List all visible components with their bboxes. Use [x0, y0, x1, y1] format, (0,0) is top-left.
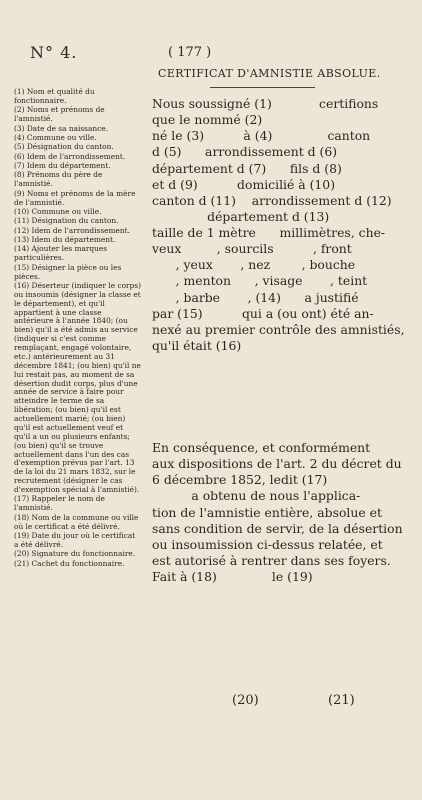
footnote: (15) Désigner la pièce ou les pièces. [14, 262, 122, 281]
paragraph-gap [152, 354, 420, 440]
form-line: est autorisé à rentrer dans ses foyers. [152, 552, 391, 568]
form-line: par (15) qui a (ou ont) été an- [152, 305, 374, 321]
form-line: tion de l'amnistie entière, absolue et [152, 504, 382, 520]
form-line: et d (9) domicilié à (10) [152, 176, 336, 192]
document-title: CERTIFICAT D'AMNISTIE ABSOLUE. [158, 67, 381, 80]
form-line: 6 décembre 1852, ledit (17) [152, 472, 328, 488]
form-line: d (5) arrondissement d (6) [152, 144, 338, 160]
footnote: (3) Date de sa naissance. [14, 123, 108, 133]
footnote: (9) Noms et prénoms de la mère de l'amnistié. [14, 188, 136, 207]
page-number: ( 177 ) [168, 45, 212, 60]
form-line: , menton , visage , teint [152, 273, 368, 289]
footnote: (20) Signature du fonctionnaire. [14, 549, 136, 559]
form-line: aux dispositions de l'art. 2 du décret du [152, 456, 402, 472]
footnote: (8) Prénoms du père de l'amnistié. [14, 170, 103, 189]
conclusion-paragraph [152, 440, 420, 585]
footnote: (7) Idem du département. [14, 161, 111, 170]
form-line: , yeux , nez , bouche [152, 257, 356, 273]
form-line: En conséquence, et conformément [152, 440, 371, 455]
footnote: (16) Déserteur (indiquer le corps) ou insoumis (désigner la classe et le département), et qu'il appartient à une classe antérieure à l'année 1840; (ou bien) qu'il a été admis au service (indiquer si c'est comme remplaçant, engagé volontaire, etc.) antérieurement au 31 décembre 1841; (ou bien) qu'il ne lui restait pas, au moment de sa désertion dudit corps, plus d'une année de service à faire pour atteindre le terme de sa libération; (ou bien) qu'il est actuellement marié; (ou bien) qu'il est actuellement veuf et qu'il a un ou plusieurs enfants; (ou bien) qu'il se trouve actuellement dans l'un des cas d'exemption prévus par l'art. 13 de la loi du 21 mars 1832, sur le recrutement (désigner le cas d'exemption spécial à l'amnistié). [14, 280, 141, 494]
footnote: (18) Nom de la commune ou ville où le certificat a été délivré. [14, 512, 139, 531]
form-line: Nous soussigné (1) certifions [152, 96, 379, 111]
declaration-paragraph [152, 96, 420, 354]
seal-mark: (21) [328, 693, 355, 708]
form-line: département d (13) [152, 208, 330, 224]
form-line: qu'il était (16) [152, 337, 242, 353]
certificate-body [152, 96, 420, 585]
footnote: (19) Date du jour où le certificat a été délivré. [14, 530, 136, 549]
footnote: (17) Rappeler le nom de l'amnistié. [14, 494, 105, 513]
form-line: Fait à (18) le (19) [152, 569, 313, 584]
footnote: (11) Désignation du canton. [14, 216, 119, 226]
form-line: né le (3) à (4) canton [152, 128, 371, 144]
form-line: canton d (11) arrondissement d (12) [152, 192, 392, 208]
form-line: nexé au premier contrôle des amnistiés, [152, 321, 405, 337]
footnote: (6) Idem de l'arrondissement. [14, 151, 126, 161]
form-line: taille de 1 mètre millimètres, che- [152, 225, 386, 240]
footnote: (13) Idem du département. [14, 235, 116, 244]
form-line: ou insoumission ci-dessus relatée, et [152, 536, 383, 552]
footnote: (2) Noms et prénoms de l'amnistié. [14, 105, 105, 124]
form-line: a obtenu de nous l'applica- [152, 488, 361, 504]
footnote: (4) Commune ou ville. [14, 132, 97, 142]
form-line: , barbe , (14) a justifié [152, 289, 359, 305]
signature-mark: (20) [232, 693, 259, 708]
footnote: (12) Idem de l'arrondissement. [14, 225, 130, 235]
form-number: N° 4. [30, 43, 78, 62]
footnote: (21) Cachet du fonctionnaire. [14, 558, 125, 568]
form-line: veux , sourcils , front [152, 241, 352, 257]
title-rule [210, 87, 315, 88]
form-line: département d (7) fils d (8) [152, 160, 342, 176]
footnote: (10) Commune ou ville. [14, 206, 102, 216]
footnote: (1) Nom et qualité du fonctionnaire. [14, 87, 95, 105]
form-line: sans condition de servir, de la désertion [152, 520, 403, 536]
footnote: (5) Désignation du canton. [14, 142, 114, 152]
form-line: que le nommé (2) [152, 112, 263, 128]
footnotes-column [14, 88, 141, 569]
footnote: (14) Ajouter les marques particulières. [14, 244, 108, 263]
